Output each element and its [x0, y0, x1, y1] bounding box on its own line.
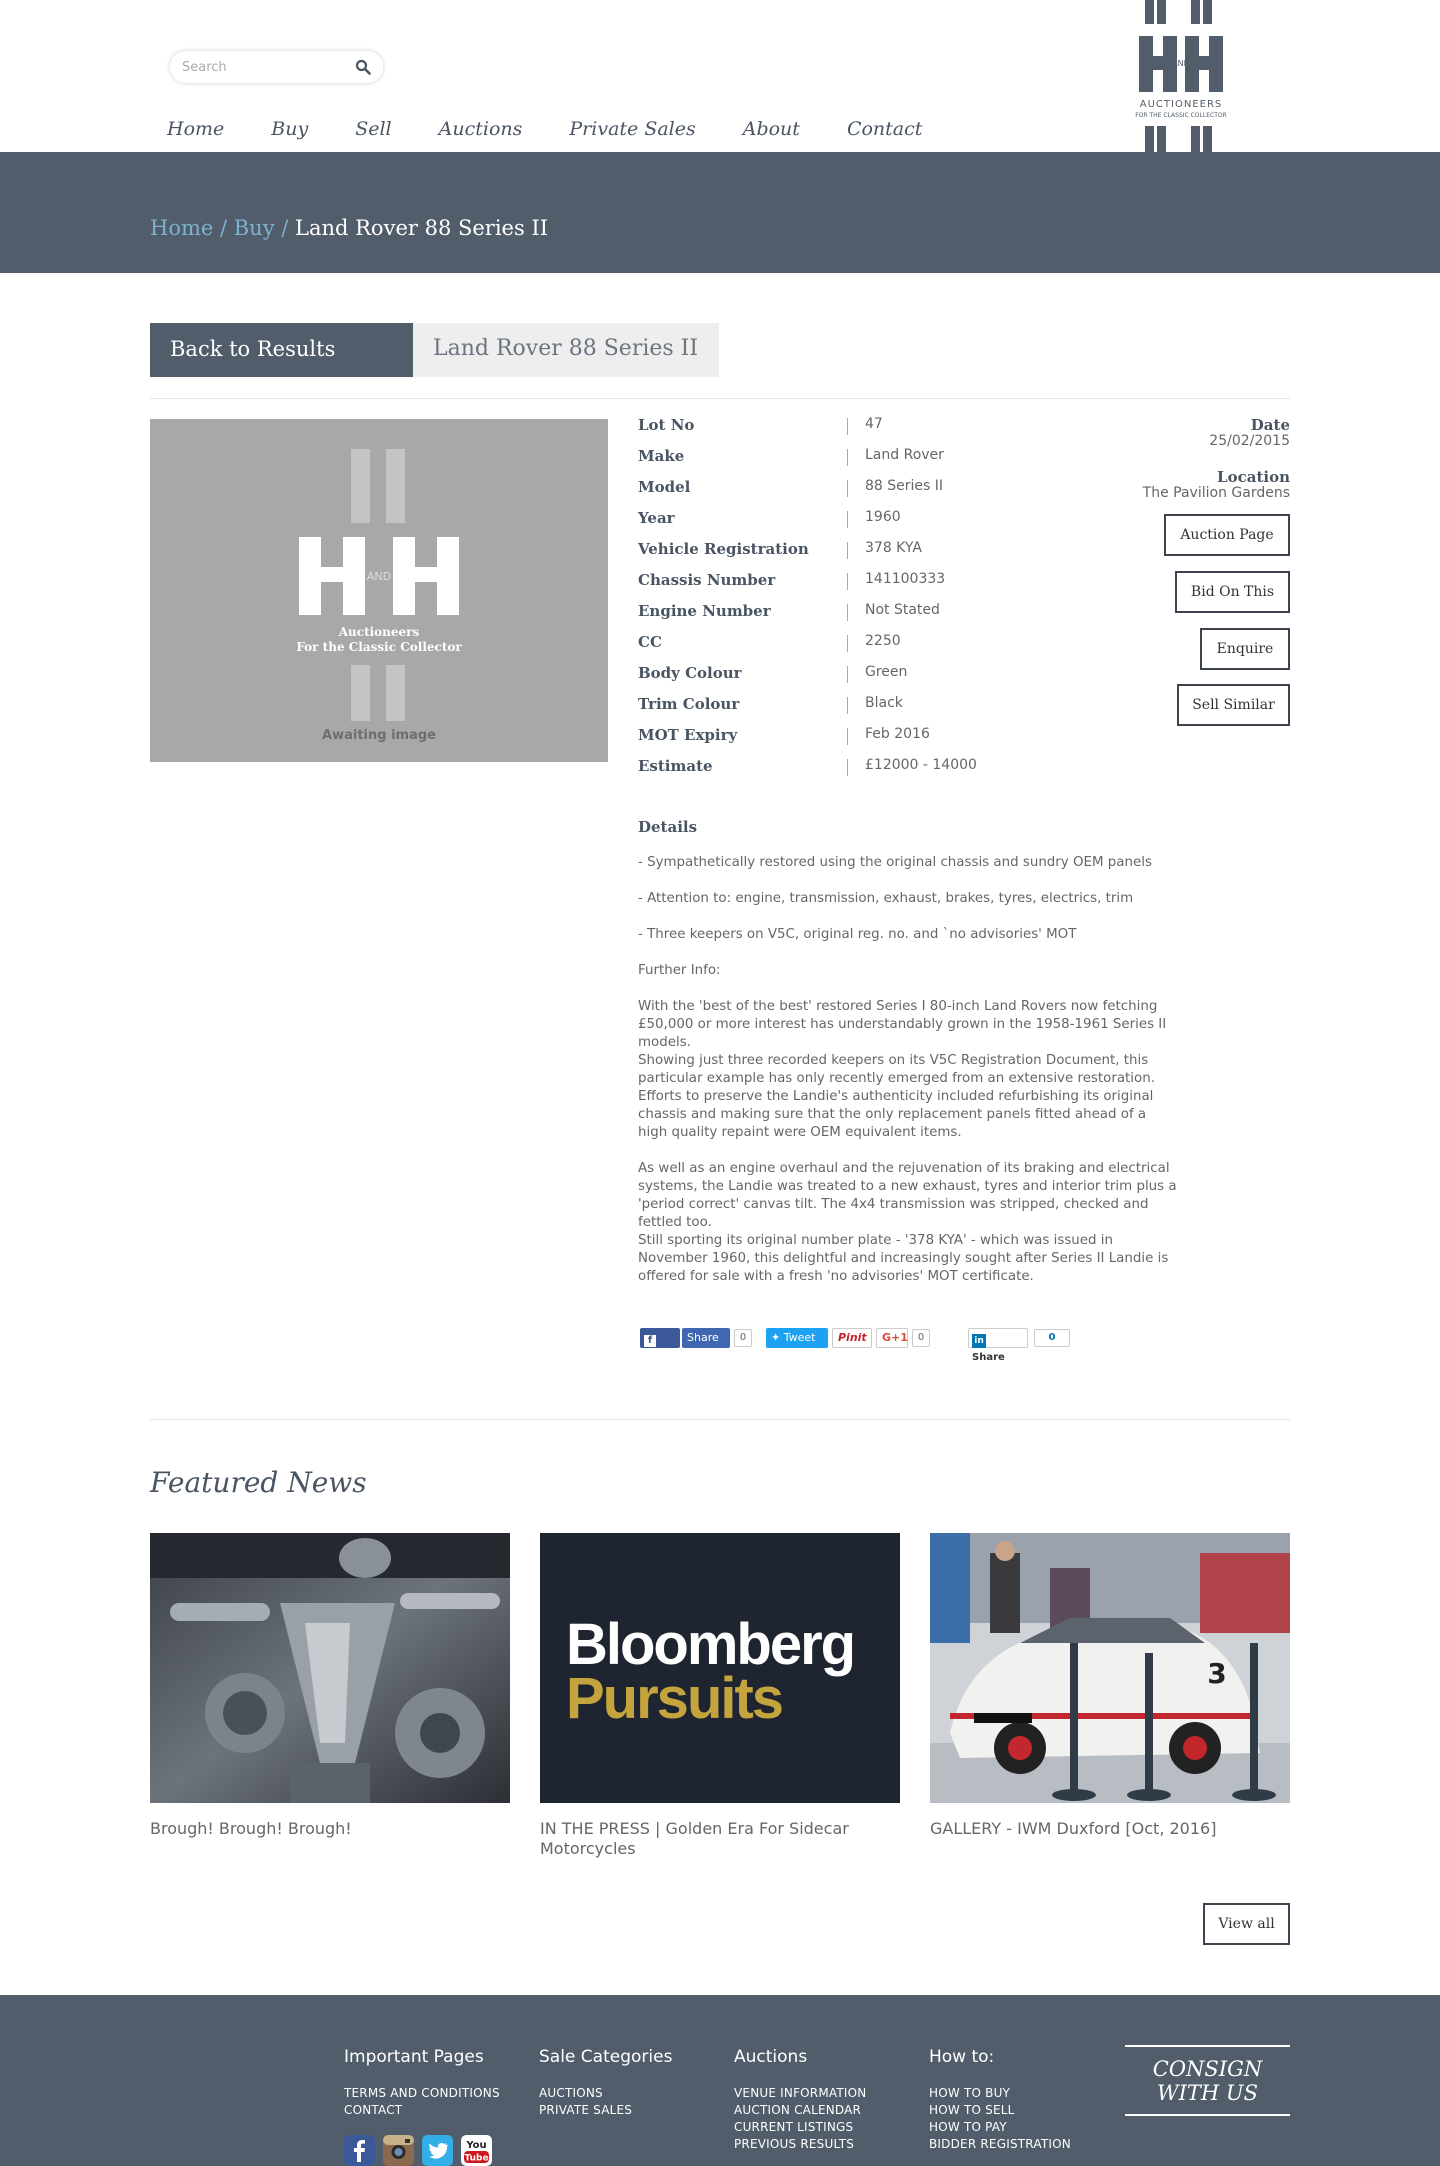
footer-heading: Sale Categories: [539, 2047, 673, 2067]
spec-label: Estimate: [638, 757, 713, 775]
facebook-icon[interactable]: [344, 2135, 375, 2166]
page-banner: [0, 152, 1440, 273]
spec-row: [638, 726, 1138, 757]
news-card[interactable]: [930, 1533, 1290, 1839]
spec-label: Trim Colour: [638, 695, 740, 713]
back-to-results-button[interactable]: Back to Results: [150, 323, 413, 377]
google-plus-button[interactable]: G+1: [876, 1328, 908, 1348]
footer-heading: How to:: [929, 2047, 995, 2067]
footer-link-contact[interactable]: CONTACT: [344, 2103, 403, 2117]
lot-specs: [638, 416, 1138, 788]
nav-auctions[interactable]: Auctions: [438, 118, 523, 140]
details-paragraph: Still sporting its original number plate - '378 KYA' - which was issued in November 1960, this delightful and increasingly sought after Series II Landie is offered for sale with a fresh 'no advisories' MOT certificate.: [638, 1233, 1169, 1284]
featured-news-title: Featured News: [150, 1466, 367, 1499]
footer-link-auctions[interactable]: AUCTIONS: [539, 2086, 603, 2100]
logo-mark: AND: [1172, 59, 1190, 68]
divider: [150, 1419, 1290, 1420]
site-header: [0, 0, 1440, 152]
footer-link-how-to-sell[interactable]: HOW TO SELL: [929, 2103, 1015, 2117]
details-paragraph: Further Info:: [638, 963, 721, 978]
youtube-icon[interactable]: [461, 2135, 492, 2166]
details-paragraph: - Three keepers on V5C, original reg. no. and `no advisories' MOT: [638, 927, 1077, 942]
pinit-button[interactable]: Pinit: [832, 1328, 872, 1348]
share-count: 0: [734, 1329, 752, 1347]
date-label: Date: [1250, 416, 1290, 434]
spec-label: CC: [638, 633, 662, 651]
breadcrumb-separator: /: [274, 216, 296, 240]
breadcrumb-home[interactable]: Home: [150, 216, 214, 240]
spec-label: Make: [638, 447, 685, 465]
breadcrumb-buy[interactable]: Buy: [233, 216, 275, 240]
nav-private-sales[interactable]: Private Sales: [569, 118, 696, 140]
placeholder-line2: For the Classic Collector: [296, 640, 462, 654]
breadcrumb-separator: /: [213, 216, 234, 240]
spec-row: [638, 540, 1138, 571]
footer-link-how-to-pay[interactable]: HOW TO PAY: [929, 2120, 1007, 2134]
main-nav: [150, 118, 939, 140]
nav-sell[interactable]: Sell: [355, 118, 392, 140]
spec-label: Body Colour: [638, 664, 742, 682]
consign-line2: WITH US: [1157, 2081, 1258, 2105]
spec-value: Feb 2016: [865, 726, 930, 742]
spec-value: Black: [865, 695, 903, 711]
spec-row: [638, 664, 1138, 695]
footer-link-how-to-buy[interactable]: HOW TO BUY: [929, 2086, 1011, 2100]
svg-text:Tube: Tube: [464, 2153, 489, 2164]
spec-label: Vehicle Registration: [638, 540, 809, 558]
footer-column-important-pages: [344, 2047, 500, 2119]
gplus-count: 0: [912, 1329, 930, 1347]
enquire-button[interactable]: Enquire: [1200, 628, 1290, 670]
news-card[interactable]: [540, 1533, 900, 1859]
spec-label: Model: [638, 478, 691, 496]
spec-row: [638, 416, 1138, 447]
spec-label: Lot No: [638, 416, 695, 434]
footer-heading: Auctions: [734, 2047, 808, 2067]
placeholder-line1: Auctioneers: [338, 625, 420, 639]
spec-value: 47: [865, 416, 883, 432]
nav-contact[interactable]: Contact: [846, 118, 923, 140]
news-card[interactable]: [150, 1533, 510, 1839]
auction-page-button[interactable]: Auction Page: [1164, 514, 1290, 556]
news-caption[interactable]: IN THE PRESS | Golden Era For Sidecar Motorcycles: [540, 1819, 849, 1858]
site-footer: [0, 1995, 1440, 2166]
divider: [150, 398, 1290, 399]
news-thumbnail-engine[interactable]: [150, 1533, 510, 1803]
instagram-icon[interactable]: [383, 2135, 414, 2166]
details-paragraph: - Sympathetically restored using the original chassis and sundry OEM panels: [638, 855, 1152, 870]
search-box[interactable]: [169, 50, 384, 84]
sell-similar-button[interactable]: Sell Similar: [1177, 684, 1290, 726]
details-paragraph: As well as an engine overhaul and the rejuvenation of its braking and electrical systems, the Landie was treated to a new exhaust, tyres and interior trim plus a 'period correct' canvas tilt. The 4x4 transmission was stripped, checked and fettled too.: [638, 1161, 1177, 1230]
tweet-label: Tweet: [783, 1331, 816, 1344]
facebook-icon: f: [644, 1335, 656, 1347]
pursuits-wordmark: Pursuits: [566, 1666, 783, 1731]
consign-line1: CONSIGN: [1152, 2057, 1263, 2081]
spec-row: [638, 695, 1138, 726]
view-all-button[interactable]: View all: [1203, 1903, 1290, 1945]
footer-link-auction-calendar[interactable]: AUCTION CALENDAR: [734, 2103, 862, 2117]
spec-value: Land Rover: [865, 447, 944, 463]
footer-link-bidder-registration[interactable]: BIDDER REGISTRATION: [929, 2137, 1071, 2151]
spec-value: Green: [865, 664, 908, 680]
placeholder-mark: AND: [366, 570, 392, 583]
lot-details: [638, 818, 1178, 1304]
twitter-icon[interactable]: [422, 2135, 453, 2166]
linkedin-count: 0: [1034, 1329, 1070, 1347]
tweet-button[interactable]: [766, 1328, 828, 1348]
spec-row: [638, 447, 1138, 478]
spec-label: Chassis Number: [638, 571, 776, 589]
date-value: 25/02/2015: [1209, 433, 1290, 449]
spec-value: 1960: [865, 509, 901, 525]
spec-value: 141100333: [865, 571, 946, 587]
lot-title: Land Rover 88 Series II: [413, 323, 719, 377]
facebook-like-button[interactable]: [640, 1328, 680, 1364]
bid-on-this-button[interactable]: Bid On This: [1175, 571, 1290, 613]
linkedin-share-button[interactable]: [968, 1328, 1028, 1363]
footer-column-auctions: [734, 2047, 866, 2153]
news-thumbnail-duxford[interactable]: [930, 1533, 1290, 1803]
footer-heading: Important Pages: [344, 2047, 484, 2067]
spec-row: [638, 602, 1138, 633]
nav-home[interactable]: Home: [167, 118, 225, 140]
spec-row: [638, 633, 1138, 664]
details-paragraph: With the 'best of the best' restored Series I 80-inch Land Rovers now fetching £50,000 or more interest has understandably grown in the 1958-1961 Series II models.: [638, 999, 1167, 1050]
nav-about[interactable]: About: [742, 118, 800, 140]
search-icon[interactable]: [355, 59, 371, 75]
facebook-share-button[interactable]: Share: [682, 1328, 730, 1348]
details-paragraph: Showing just three recorded keepers on its V5C Registration Document, this particular example has only recently emerged from an extensive restoration. Efforts to preserve the Landie's authenticity included refurbishing its original chassis and making sure that the only replacement panels fitted ahead of a high quality repaint were OEM equivalent items.: [638, 1053, 1155, 1140]
location-label: Location: [1217, 468, 1290, 486]
search-input[interactable]: [182, 51, 342, 83]
footer-column-sale-categories: [539, 2047, 672, 2119]
details-paragraph: - Attention to: engine, transmission, exhaust, brakes, tyres, electrics, trim: [638, 891, 1134, 906]
awaiting-image-graphic: [150, 419, 608, 762]
twitter-icon: ✦: [771, 1331, 784, 1344]
news-thumbnail-bloomberg[interactable]: [540, 1533, 900, 1803]
linkedin-label: Share: [972, 1352, 1005, 1363]
lot-meta: [1143, 417, 1290, 501]
details-title: Details: [638, 818, 698, 836]
spec-row: [638, 571, 1138, 602]
linkedin-icon: in: [972, 1334, 986, 1348]
site-logo[interactable]: [1133, 0, 1259, 152]
news-caption[interactable]: GALLERY - IWM Duxford [Oct, 2016]: [930, 1819, 1217, 1838]
spec-value: 378 KYA: [865, 540, 922, 556]
like-label: Like: [644, 1351, 666, 1364]
social-icons: [344, 2135, 500, 2166]
nav-buy[interactable]: Buy: [271, 118, 309, 140]
spec-value: £12000 - 14000: [865, 757, 977, 773]
spec-label: Engine Number: [638, 602, 771, 620]
footer-link-terms[interactable]: TERMS AND CONDITIONS: [344, 2086, 500, 2100]
footer-link-current-listings[interactable]: CURRENT LISTINGS: [734, 2120, 854, 2134]
spec-label: Year: [638, 509, 675, 527]
location-value: The Pavilion Gardens: [1142, 485, 1290, 501]
bloomberg-wordmark: Bloomberg: [566, 1612, 855, 1677]
spec-row: [638, 509, 1138, 540]
lot-image-placeholder: [150, 419, 608, 762]
spec-value: 2250: [865, 633, 901, 649]
spec-value: Not Stated: [865, 602, 940, 618]
footer-link-private-sales[interactable]: PRIVATE SALES: [539, 2103, 633, 2117]
spec-value: 88 Series II: [865, 478, 944, 494]
awaiting-image-caption: Awaiting image: [322, 728, 436, 743]
breadcrumb-current: Land Rover 88 Series II: [295, 216, 549, 240]
logo-line1: AUCTIONEERS: [1139, 99, 1223, 110]
logo-line2: FOR THE CLASSIC COLLECTOR: [1135, 112, 1227, 119]
spec-row: [638, 757, 1138, 788]
footer-column-how-to: [929, 2047, 1071, 2153]
news-caption[interactable]: Brough! Brough! Brough!: [150, 1819, 352, 1838]
consign-with-us-button[interactable]: [1125, 2045, 1290, 2116]
footer-link-venue-information[interactable]: VENUE INFORMATION: [734, 2086, 867, 2100]
spec-row: [638, 478, 1138, 509]
footer-link-previous-results[interactable]: PREVIOUS RESULTS: [734, 2137, 855, 2151]
svg-text:You: You: [466, 2140, 487, 2151]
breadcrumb: [150, 216, 548, 240]
spec-label: MOT Expiry: [638, 726, 738, 744]
svg-text:3: 3: [1207, 1657, 1227, 1690]
